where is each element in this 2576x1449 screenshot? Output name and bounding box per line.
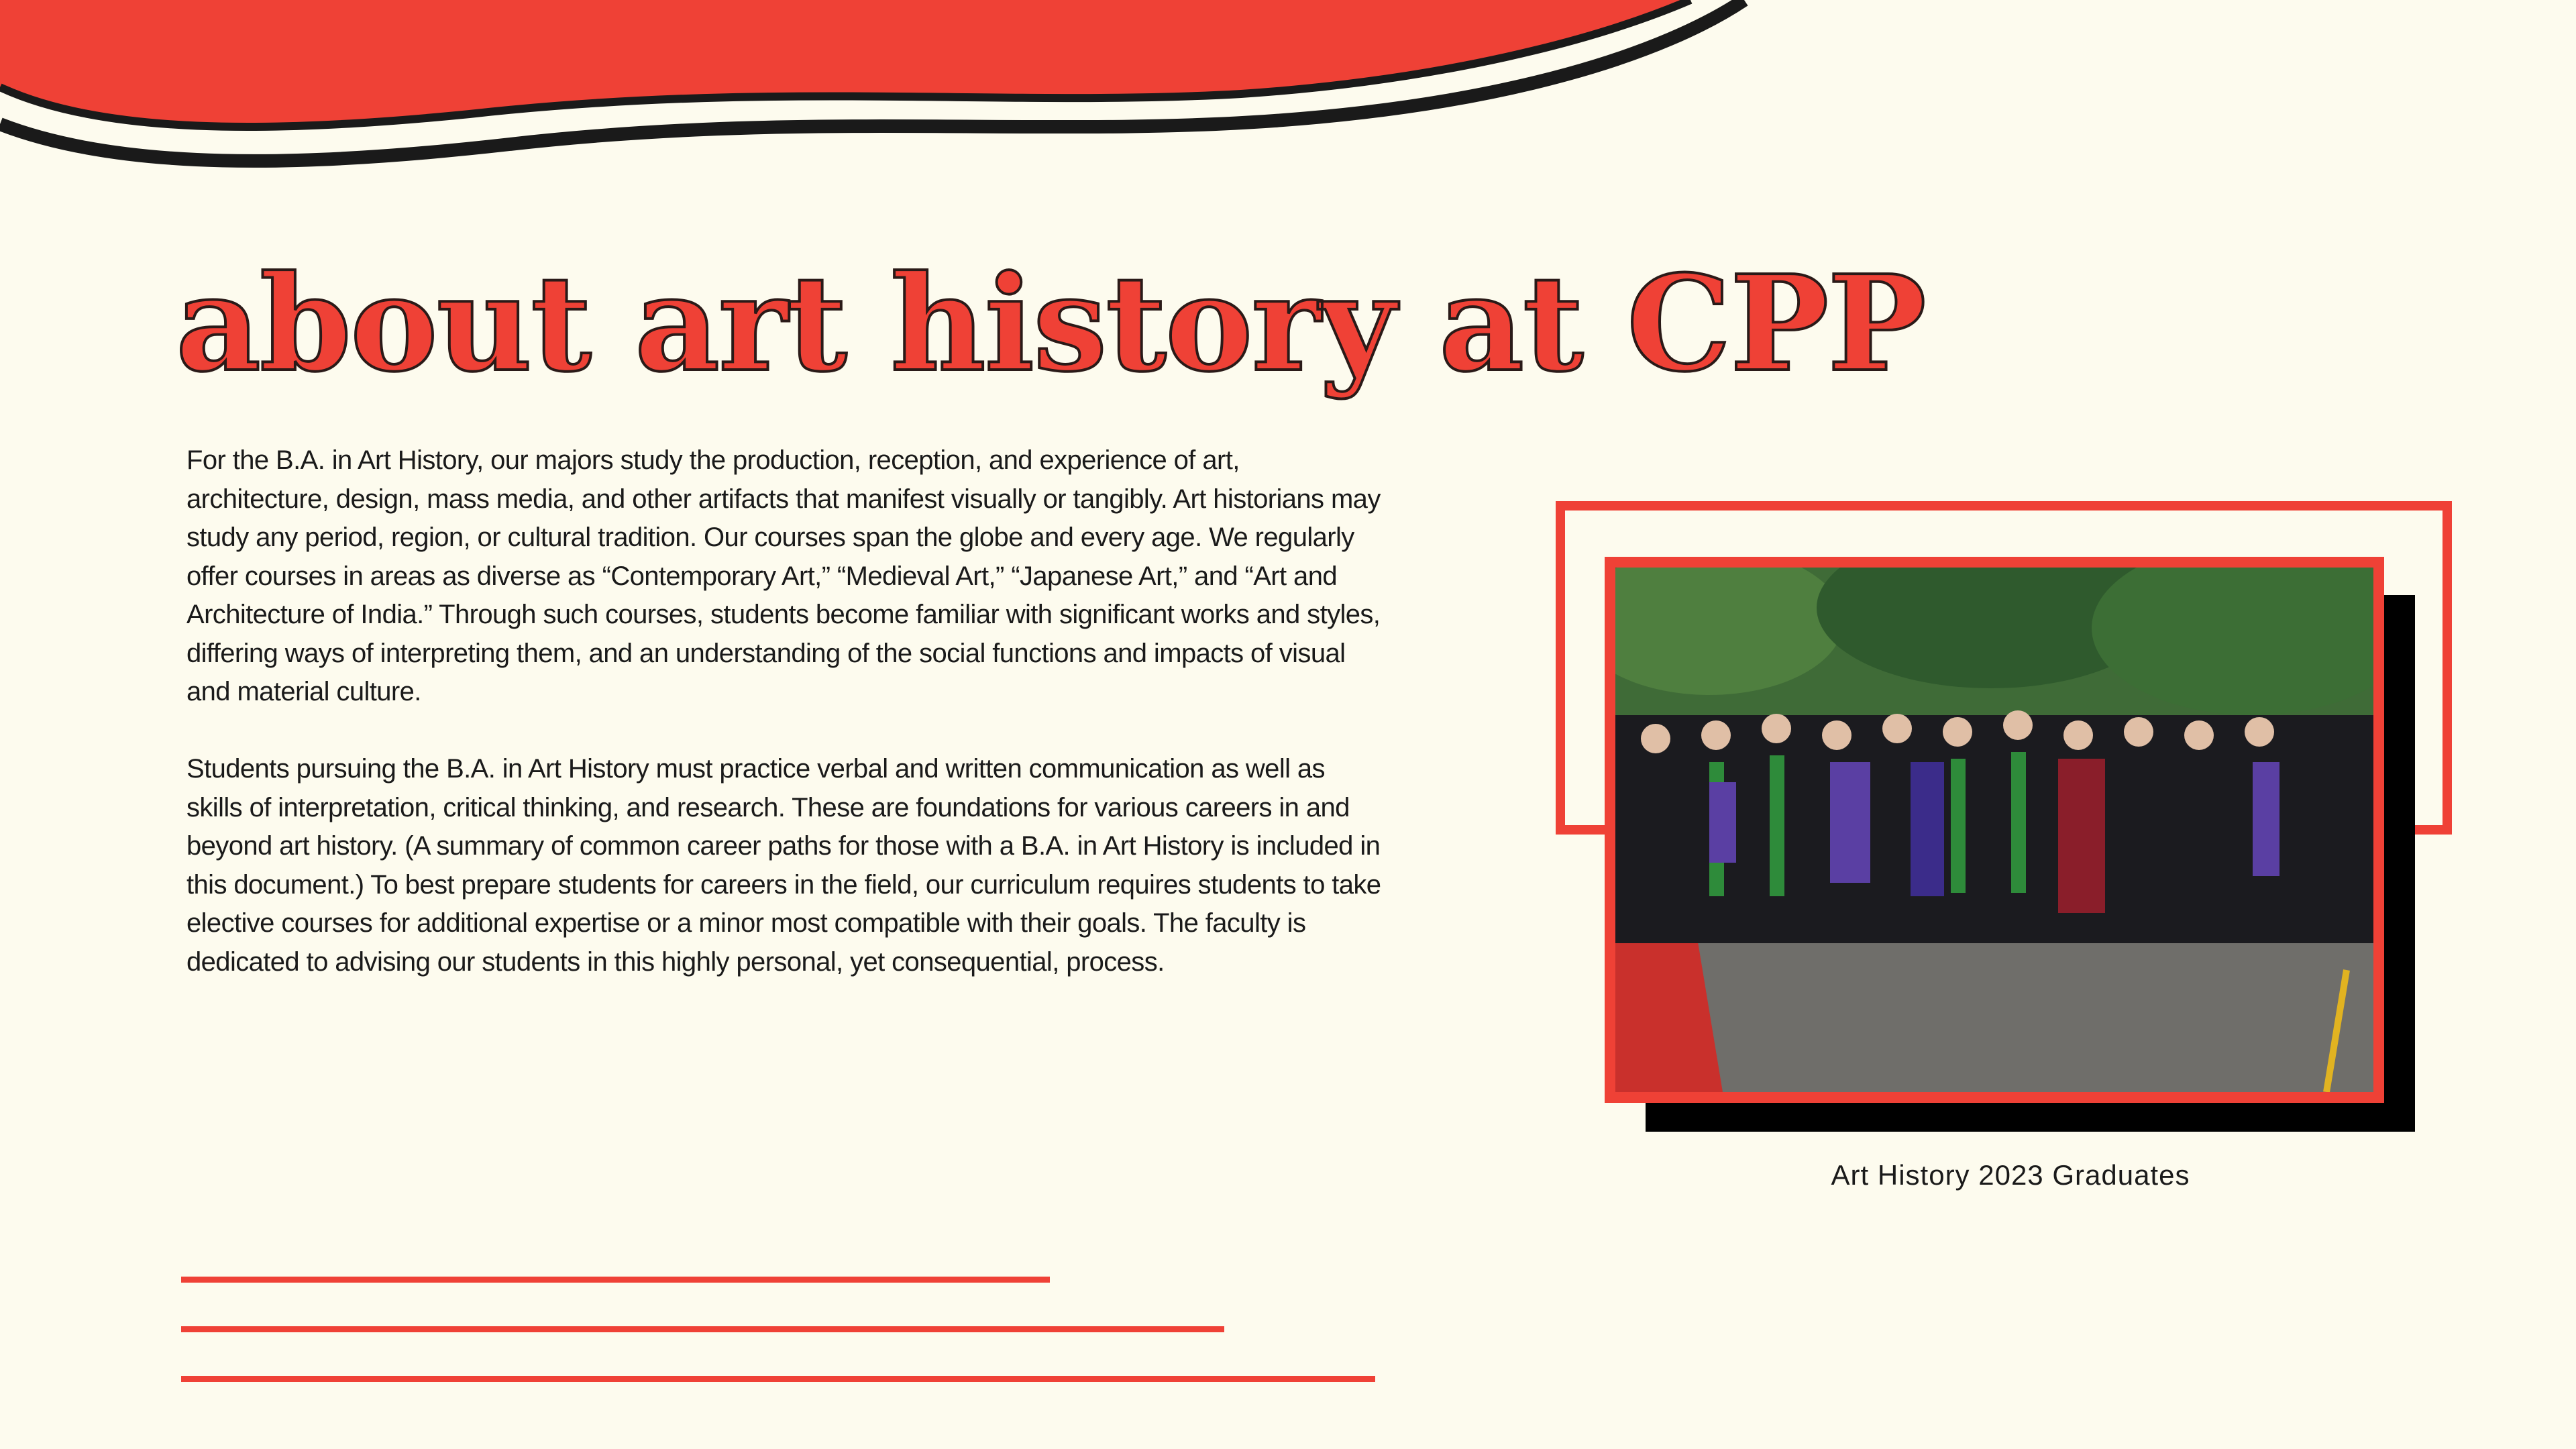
decorative-rule xyxy=(181,1277,1050,1283)
graduates-photo xyxy=(1605,557,2384,1103)
paragraph: For the B.A. in Art History, our majors study the production, reception, and experience of art, architecture, design, mass media, and other artifacts that manifest visually or tangibly. Art historians may study any period, region, or cultural tradition. Our courses span the globe and every age. We regularly offer courses in areas as diverse as “Contemporary Art,” “Medieval Art,” “Japanese Art,” and “Art and Architecture of India.” Through such courses, students become familiar with significant works and styles, differing ways of interpreting them, and an understanding of the social functions and impacts of visual and material culture. xyxy=(186,445,1381,706)
photo-caption: Art History 2023 Graduates xyxy=(1831,1159,2190,1191)
body-text xyxy=(186,441,1387,981)
page-title: about art history at CPP xyxy=(176,247,1925,401)
decorative-wave xyxy=(0,0,2576,215)
paragraph: Students pursuing the B.A. in Art History must practice verbal and written communication as well as skills of interpretation, critical thinking, and research. These are foundations for various careers in and beyond art history. (A summary of common career paths for those with a B.A. in Art History is included in this document.) To best prepare students for careers in the field, our curriculum requires students to take elective courses for additional expertise or a minor most compatible with their goals. The faculty is dedicated to advising our students in this highly personal, yet consequential, process. xyxy=(186,754,1381,977)
decorative-rule xyxy=(181,1376,1375,1382)
decorative-rule xyxy=(181,1326,1224,1332)
